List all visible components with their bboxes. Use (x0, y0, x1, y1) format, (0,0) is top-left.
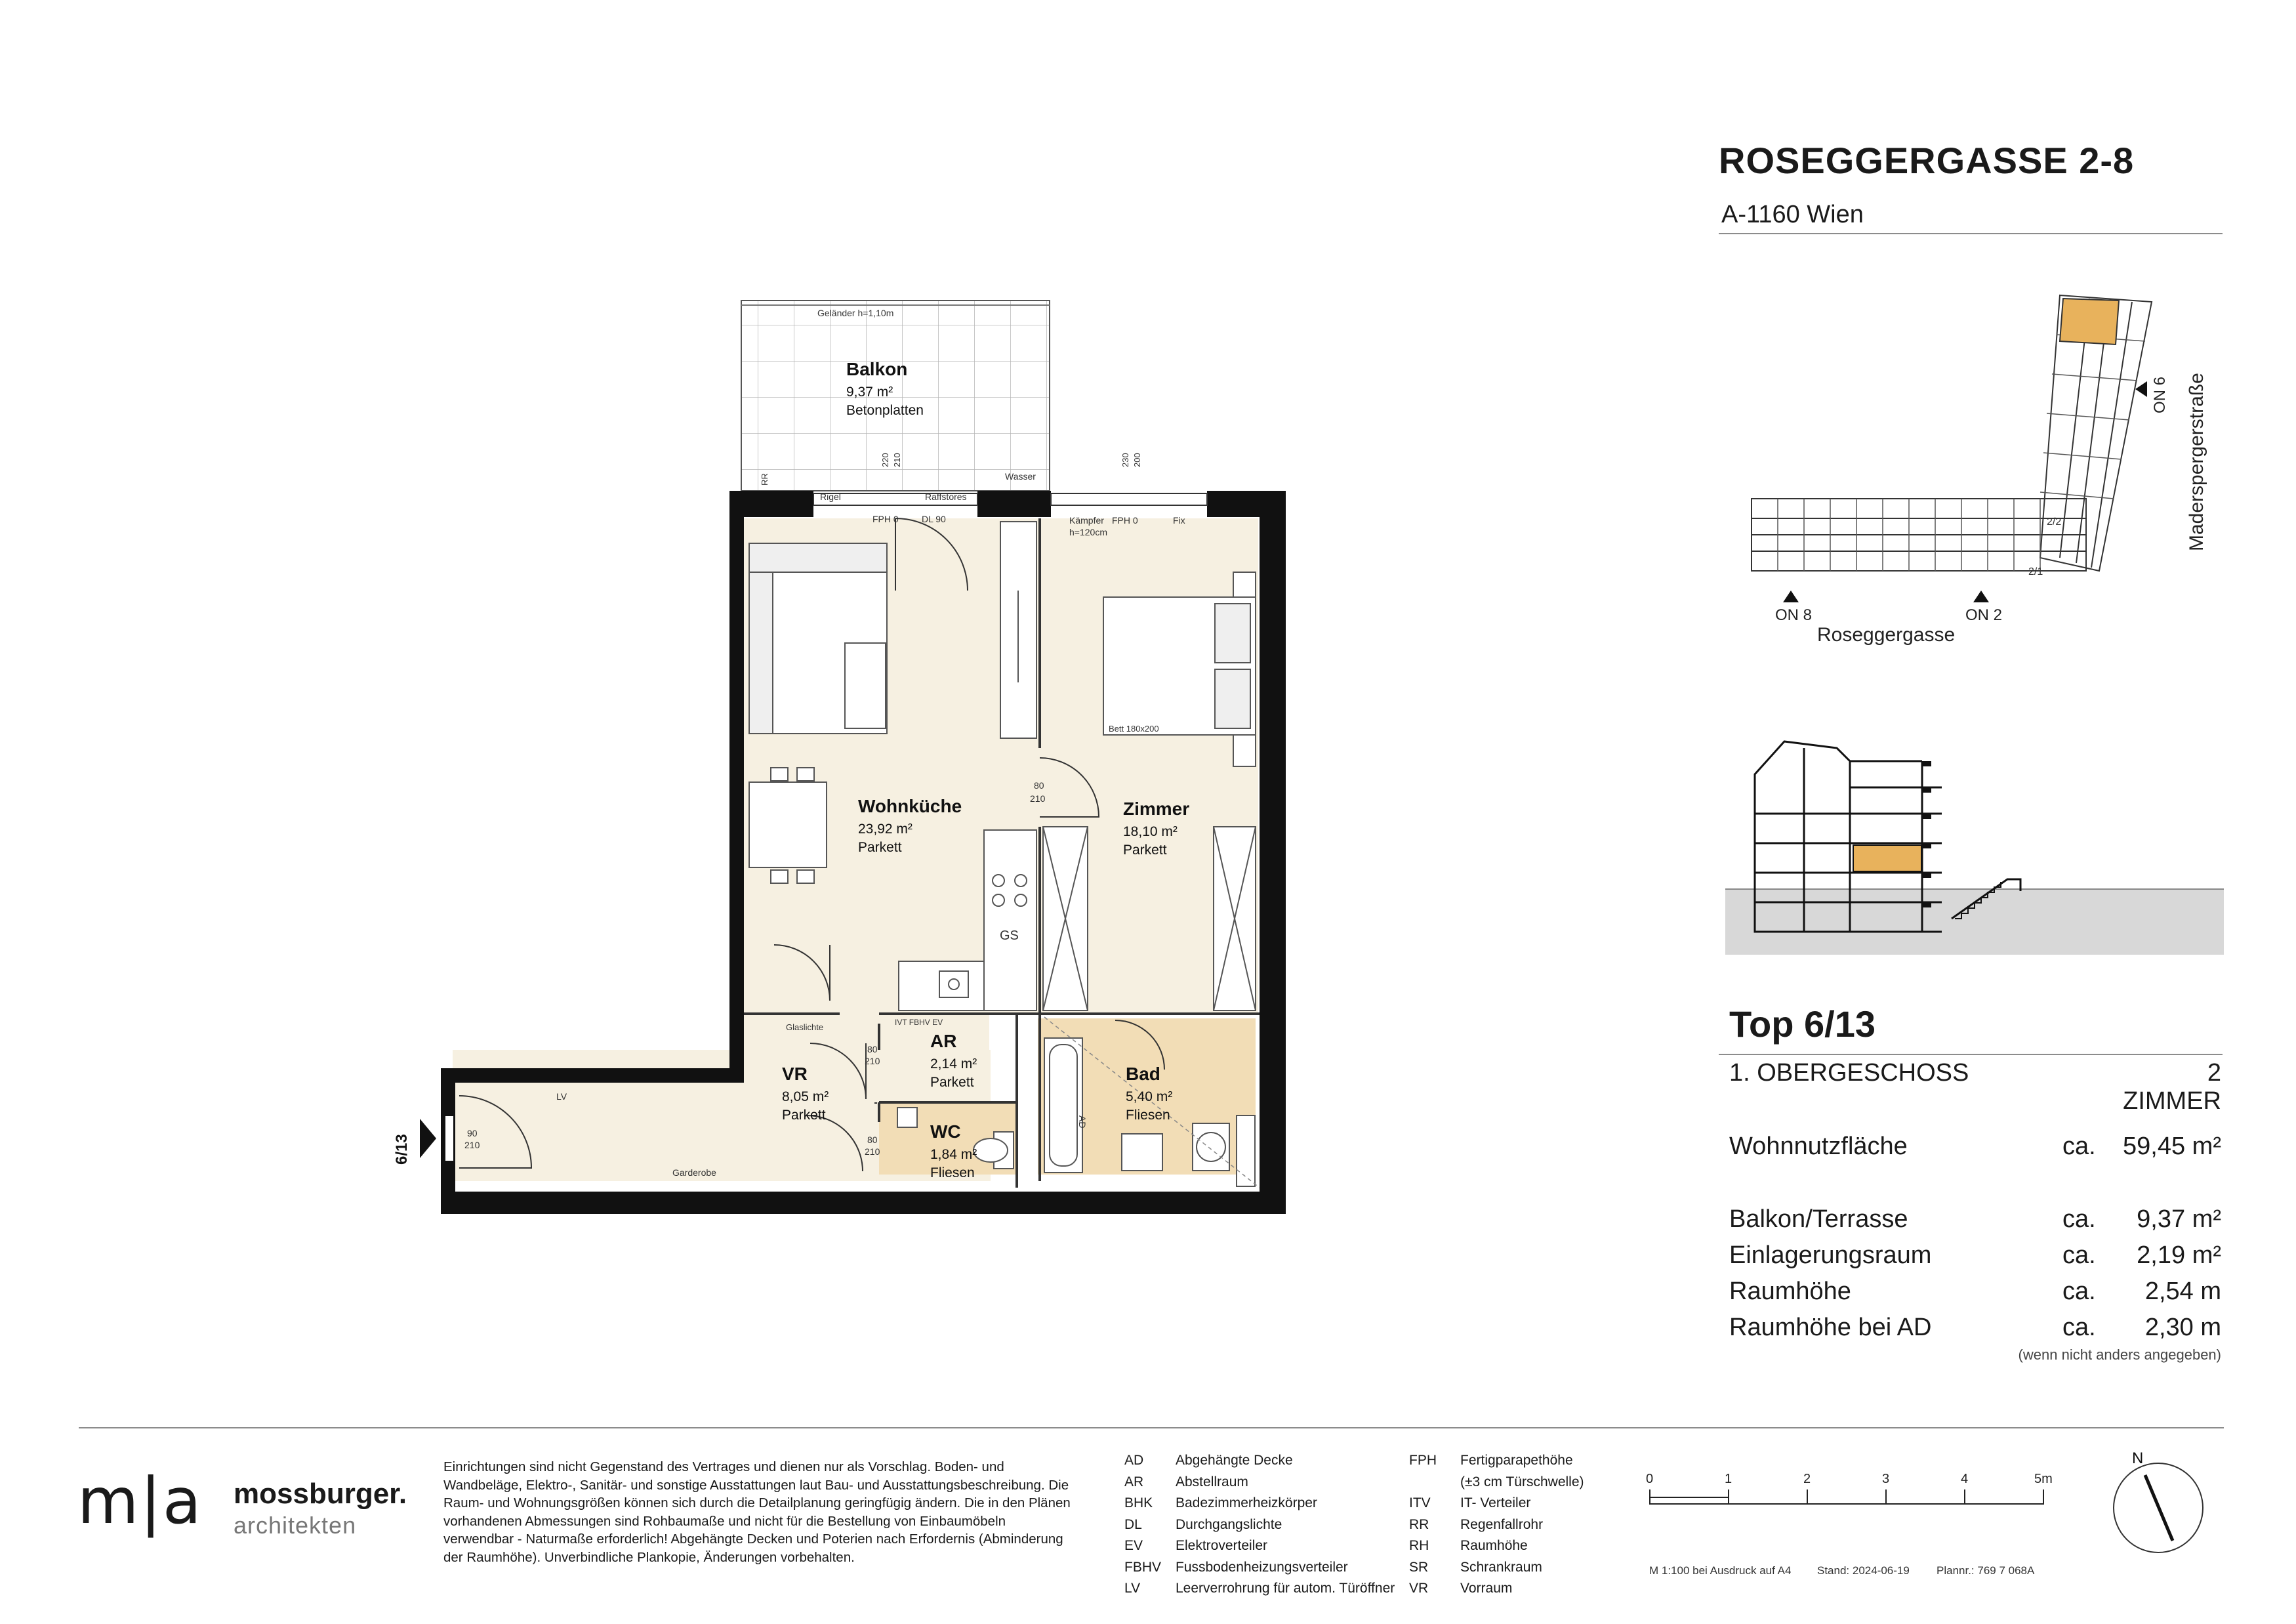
legend-text: Raumhöhe (1460, 1538, 1528, 1553)
room-ar-name: AR (930, 1031, 957, 1051)
row-value: 59,45 m² (2123, 1133, 2221, 1160)
row-value: 2,19 m² (2137, 1241, 2221, 1269)
legend-item (1409, 1472, 1632, 1493)
room-vr-area: 8,05 m² (782, 1089, 829, 1104)
stair-label-1: 2/1 (2028, 566, 2043, 577)
scale-bar (1637, 1463, 2057, 1516)
legend-item (1409, 1450, 1632, 1472)
legend-item (1124, 1514, 1400, 1536)
row-ca: ca. (2062, 1241, 2096, 1269)
disclaimer-text: Einrichtungen sind nicht Gegenstand des Vertrages und dienen nur als Vorschlag. Boden- und Wandbeläge, Elektro-, Sanitär- und sonstige Ausstattungen laut Bau- und Ausstattungsbeschreibung. Die Raum- und Wohnungsgrößen können sich durch die Detailplanung geringfügig ändern. Die in den Plänen vorhandenen Abmessungen sind Rohbaumaße und nicht für die Bestellung von Einbaumöbeln verwendbar - Naturmaße erforderlich! Abgehängte Decken und Poterien nach Erfordernis (Abminderung der Raumhöhe). Unverbindliche Plankopie, Änderungen vorbehalten. (443, 1459, 1071, 1565)
coffee-table (845, 643, 886, 728)
site-plan (1732, 282, 2230, 663)
wall-top-mid (977, 491, 1051, 517)
unit-tag: 6/13 (393, 1134, 411, 1165)
room-wc-area: 1,84 m² (930, 1147, 977, 1162)
room-wohnkueche-name: Wohnküche (858, 796, 962, 816)
label-gelaender: Geländer h=1,10m (817, 308, 894, 318)
row-ca: ca. (2062, 1278, 2096, 1305)
dim-80-c: 80 (867, 1135, 878, 1145)
street-maderspergerstrasse: Maderspergerstraße (2186, 373, 2207, 551)
room-bad-name: Bad (1126, 1064, 1160, 1084)
dim-220-top: 220 (880, 453, 890, 467)
dim-210-c: 210 (865, 1146, 880, 1157)
label-gs: GS (1000, 928, 1019, 943)
legend-abbr: FBHV (1124, 1559, 1162, 1575)
scale-note: M 1:100 bei Ausdruck auf A4 (1649, 1564, 1792, 1577)
room-vr-name: VR (782, 1064, 808, 1084)
dim-90: 90 (467, 1128, 478, 1138)
legend-text: Durchgangslichte (1176, 1516, 1282, 1532)
legend-text: Vorraum (1460, 1581, 1513, 1596)
label-garderobe: Garderobe (672, 1167, 716, 1178)
stand-date: Stand: 2024-06-19 (1817, 1564, 1910, 1577)
label-riegel: Rigel (820, 491, 841, 502)
row-ca: ca. (2062, 1205, 2096, 1233)
wall-bottom (441, 1192, 1286, 1214)
label-ad: AD (1077, 1115, 1088, 1129)
label-lv: LV (556, 1091, 567, 1102)
plan-number: Plannr.: 769 7 068A (1937, 1564, 2035, 1577)
label-bett: Bett 180x200 (1109, 724, 1159, 734)
wall-corridor-top (441, 1068, 744, 1083)
room-wohnkueche-floor: Parkett (858, 840, 902, 855)
dim-200-top: 200 (1132, 453, 1142, 467)
room-wohnkueche-area: 23,92 m² (858, 822, 912, 837)
north-letter: N (2132, 1449, 2144, 1467)
legend-item (1124, 1578, 1400, 1600)
section-view (1725, 722, 2224, 958)
project-title: ROSEGGERGASSE 2-8 (1719, 140, 2135, 181)
legend-item (1124, 1472, 1400, 1493)
row-label: Raumhöhe (1729, 1278, 1851, 1305)
unit-rooms: 2 ZIMMER (2123, 1059, 2221, 1115)
room-wc-name: WC (930, 1121, 961, 1142)
room-bad-floor: Fliesen (1126, 1108, 1170, 1123)
firm-name: mossburger. (234, 1478, 407, 1510)
legend-abbr: EV (1124, 1538, 1143, 1553)
row-value: 9,37 m² (2137, 1205, 2221, 1233)
legend-abbr: BHK (1124, 1495, 1153, 1510)
row-ca: ca. (2062, 1314, 2096, 1341)
room-vr-floor: Parkett (782, 1108, 826, 1123)
label-fix: Fix (1173, 515, 1185, 526)
label-rr: RR (760, 473, 769, 486)
label-wasser: Wasser (1005, 471, 1036, 482)
legend-text: (±3 cm Türschwelle) (1460, 1474, 1584, 1489)
legend-text: Fussbodenheizungsverteiler (1176, 1559, 1348, 1575)
room-balkon-area: 9,37 m² (846, 385, 893, 400)
label-fph-2: FPH 0 (1112, 515, 1138, 526)
legend-text: Leerverrohrung für autom. Türöffner (1176, 1581, 1395, 1596)
street-roseggergasse: Roseggergasse (1817, 624, 1956, 646)
legend-col2 (1409, 1450, 1632, 1600)
legend-text: Fertigparapethöhe (1460, 1453, 1573, 1468)
legend-text: Abgehängte Decke (1176, 1453, 1293, 1468)
row-ca: ca. (2062, 1133, 2096, 1160)
wall-top-left (729, 491, 813, 517)
row-wohnnutzflaeche (1729, 1133, 2221, 1165)
legend-text: Schrankraum (1460, 1559, 1542, 1575)
legend-text: IT- Verteiler (1460, 1495, 1531, 1510)
logo-mark: m|a (77, 1465, 203, 1538)
row-balkon (1729, 1205, 2221, 1238)
legend-abbr: RH (1409, 1538, 1429, 1553)
legend-text: Badezimmerheizkörper (1176, 1495, 1317, 1510)
legend-abbr: SR (1409, 1559, 1429, 1575)
row-value: 2,54 m (2144, 1278, 2221, 1305)
room-wc-floor: Fliesen (930, 1165, 975, 1180)
dim-210-a: 210 (1030, 793, 1046, 804)
dim-210-d: 210 (464, 1140, 480, 1150)
footer-divider (79, 1427, 2224, 1428)
dim-80-b: 80 (867, 1044, 878, 1054)
row-label: Raumhöhe bei AD (1729, 1314, 1932, 1341)
legend-abbr: ITV (1409, 1495, 1431, 1510)
room-zimmer-area: 18,10 m² (1123, 824, 1178, 839)
legend-col1 (1124, 1450, 1400, 1600)
label-itv: IVT FBHV EV (895, 1018, 943, 1027)
floor-plan (0, 0, 1312, 1247)
scale-tick-3: 3 (1882, 1472, 1890, 1486)
legend-item (1409, 1493, 1632, 1514)
dim-80-a: 80 (1034, 780, 1044, 791)
room-balkon-name: Balkon (846, 359, 908, 379)
entrance-on8: ON 8 (1775, 606, 1813, 624)
legend-text: Elektroverteiler (1176, 1538, 1268, 1553)
legend-item (1124, 1450, 1400, 1472)
dim-230-top: 230 (1120, 453, 1130, 467)
highlighted-unit (2060, 299, 2119, 344)
wall-left-upper (729, 491, 744, 1081)
project-address: A-1160 Wien (1721, 201, 1864, 228)
legend-item (1124, 1557, 1400, 1579)
room-ar-floor: Parkett (930, 1075, 974, 1090)
row-label: Wohnnutzfläche (1729, 1133, 1908, 1160)
section-highlight (1853, 845, 1921, 871)
room-zimmer-floor: Parkett (1123, 843, 1167, 858)
room-bad-area: 5,40 m² (1126, 1089, 1173, 1104)
dining-table (749, 782, 827, 867)
legend-text: Abstellraum (1176, 1474, 1248, 1489)
unit-note: (wenn nicht anders angegeben) (2018, 1346, 2221, 1363)
legend-abbr: RR (1409, 1516, 1429, 1532)
scale-tick-1: 1 (1725, 1472, 1732, 1486)
legend-item (1409, 1514, 1632, 1536)
dim-210-b: 210 (865, 1056, 880, 1066)
label-kaempfer-h: h=120cm (1069, 527, 1107, 537)
legend-abbr: LV (1124, 1581, 1141, 1596)
legend-abbr: DL (1124, 1516, 1142, 1532)
scale-tick-2: 2 (1803, 1472, 1811, 1486)
room-balkon-floor: Betonplatten (846, 403, 924, 418)
legend-item (1409, 1557, 1632, 1579)
legend-item (1124, 1493, 1400, 1514)
unit-floor: 1. OBERGESCHOSS (1729, 1059, 1969, 1087)
row-einlagerungsraum (1729, 1241, 2221, 1274)
legend-abbr: AR (1124, 1474, 1144, 1489)
legend-abbr: FPH (1409, 1453, 1437, 1468)
legend-abbr: AD (1124, 1453, 1144, 1468)
north-arrow (2099, 1442, 2217, 1560)
row-label: Balkon/Terrasse (1729, 1205, 1908, 1233)
label-dl: DL 90 (922, 514, 946, 524)
legend-abbr: VR (1409, 1581, 1429, 1596)
legend-item (1409, 1578, 1632, 1600)
dim-210-top: 210 (892, 453, 902, 467)
label-fph: FPH 0 (872, 514, 899, 524)
legend-item (1124, 1535, 1400, 1557)
label-glaslichte: Glaslichte (786, 1022, 824, 1032)
row-value: 2,30 m (2144, 1314, 2221, 1341)
legend-text: Regenfallrohr (1460, 1516, 1544, 1532)
room-zimmer-name: Zimmer (1123, 799, 1190, 819)
stair-label-2: 2/2 (2047, 516, 2062, 528)
legend-item (1409, 1535, 1632, 1557)
row-label: Einlagerungsraum (1729, 1241, 1932, 1269)
entrance-on2: ON 2 (1965, 606, 2003, 624)
scale-tick-0: 0 (1646, 1472, 1654, 1486)
scale-tick-5: 5m (2034, 1472, 2053, 1486)
entrance-on6: ON 6 (2151, 376, 2169, 413)
label-kaempfer: Kämpfer (1069, 515, 1104, 526)
wall-right (1260, 491, 1286, 1214)
row-raumhoehe (1729, 1278, 2221, 1310)
unit-divider (1719, 1054, 2223, 1055)
label-raffstores: Raffstores (925, 491, 967, 502)
scale-tick-4: 4 (1961, 1472, 1969, 1486)
room-ar-area: 2,14 m² (930, 1056, 977, 1072)
unit-top-number: Top 6/13 (1729, 1003, 1876, 1045)
firm-sub: architekten (234, 1512, 357, 1539)
kitchen-counter (984, 830, 1036, 1010)
row-raumhoehe-ad (1729, 1314, 2221, 1346)
header-divider (1719, 233, 2223, 234)
